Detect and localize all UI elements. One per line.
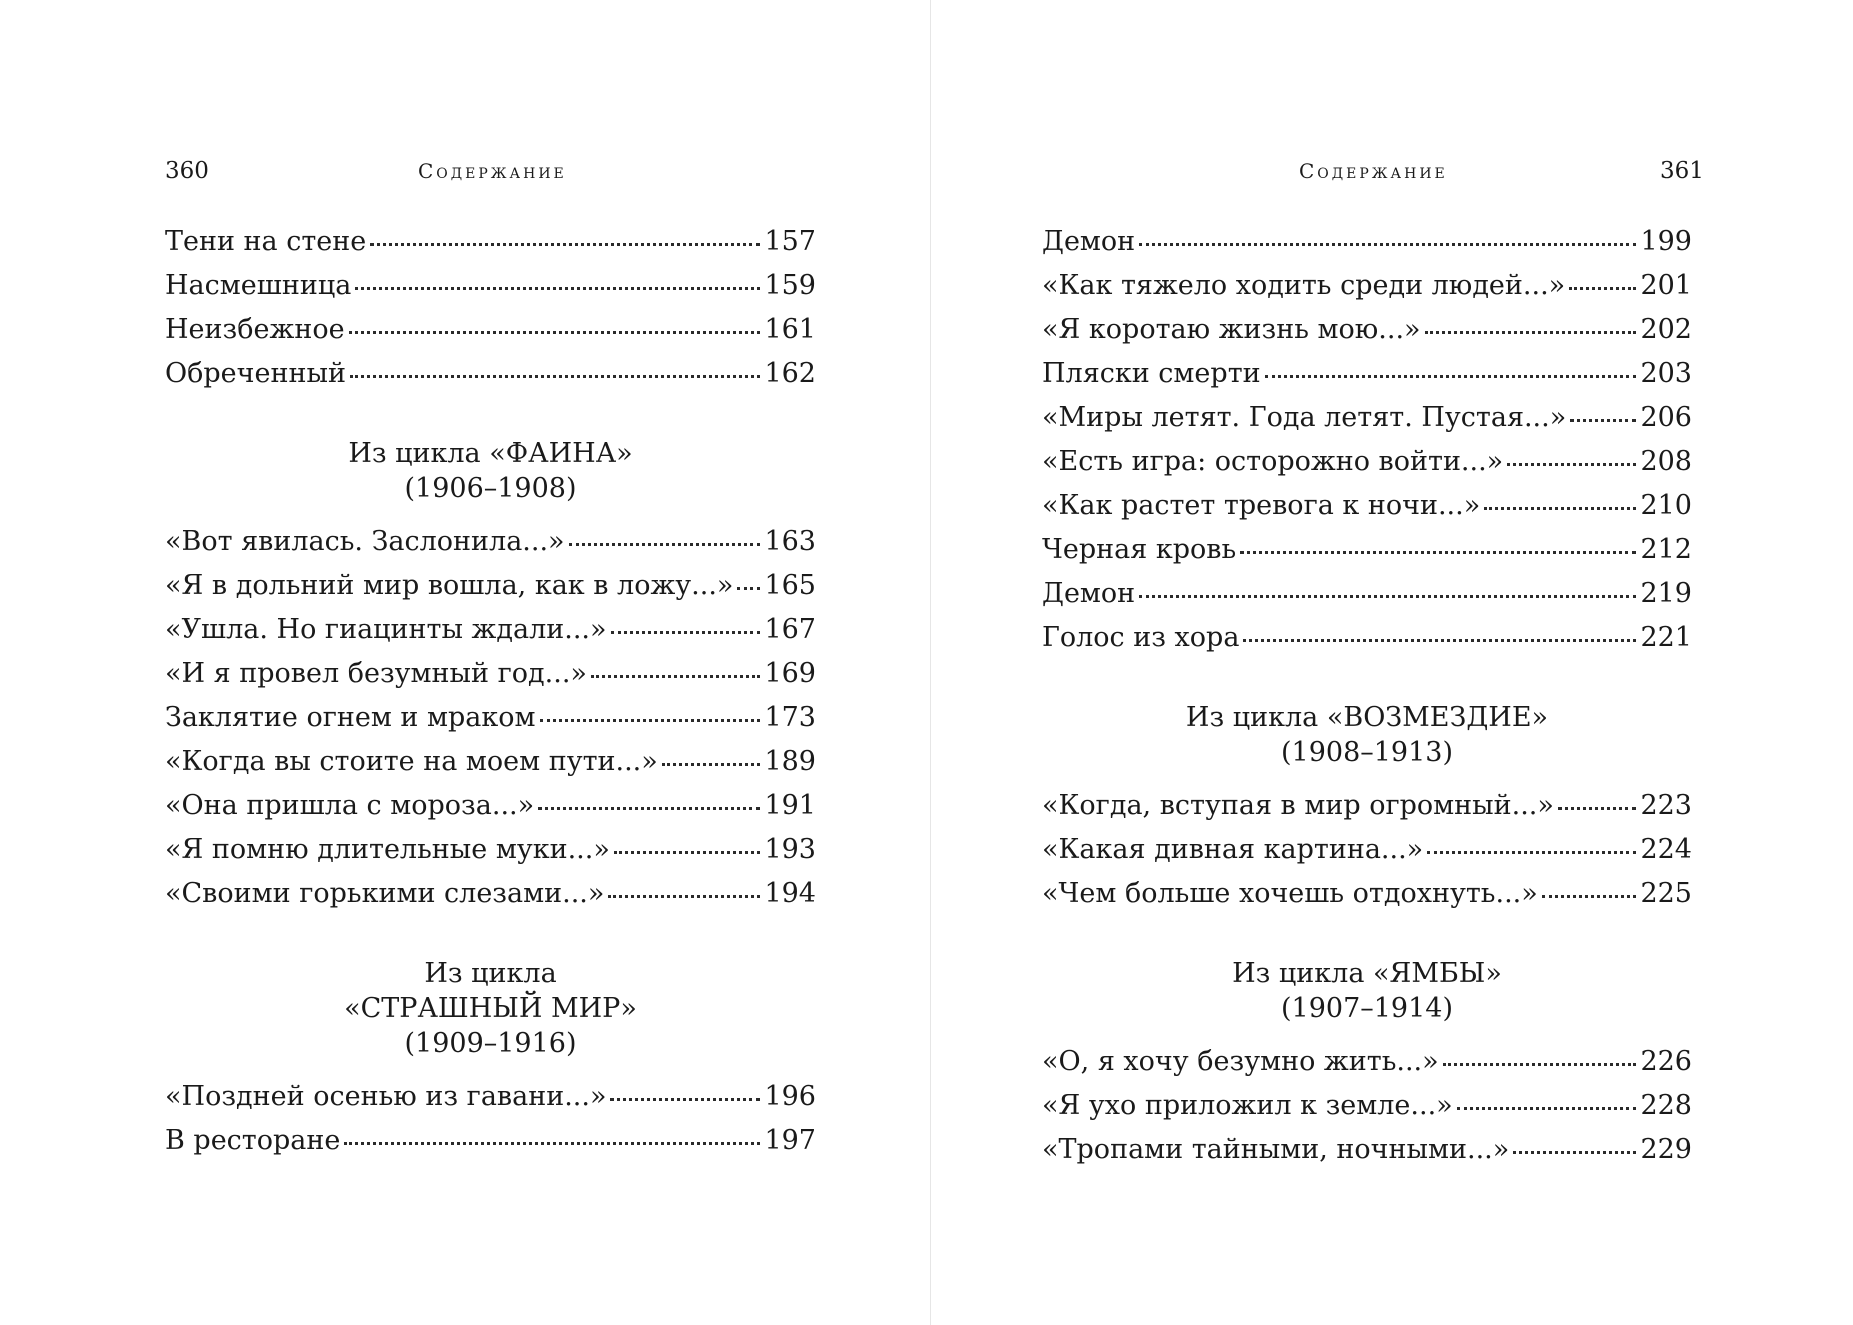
dot-leader bbox=[1139, 243, 1636, 246]
toc-entry-page: 162 bbox=[764, 358, 816, 389]
toc-entry bbox=[1042, 1040, 1692, 1084]
dot-leader bbox=[1558, 807, 1637, 810]
toc-entry-page: 226 bbox=[1640, 1046, 1692, 1077]
toc-entry-title: «Вот явилась. Заслонила...» bbox=[165, 526, 565, 557]
dot-leader bbox=[1570, 419, 1636, 422]
dot-leader bbox=[350, 375, 760, 378]
toc-entry bbox=[1042, 220, 1692, 264]
dot-leader bbox=[611, 631, 761, 634]
dot-leader bbox=[591, 675, 761, 678]
toc-entry-title: «Миры летят. Года летят. Пустая...» bbox=[1042, 402, 1567, 433]
left-running-title: Содержание bbox=[418, 159, 567, 183]
toc-entry-title: «Есть игра: осторожно войти...» bbox=[1042, 446, 1504, 477]
toc-entry bbox=[165, 308, 816, 352]
toc-entry-title: «Я в дольний мир вошла, как в ложу...» bbox=[165, 570, 734, 601]
section-heading-line: Из цикла «ФАИНА» bbox=[348, 438, 633, 469]
section-heading-faina bbox=[165, 436, 816, 506]
section-heading-line: Из цикла «ВОЗМЕЗДИЕ» bbox=[1185, 702, 1549, 733]
dot-leader bbox=[1457, 1107, 1637, 1110]
toc-entry bbox=[165, 740, 816, 784]
toc-entry-title: «Как тяжело ходить среди людей...» bbox=[1042, 270, 1566, 301]
toc-entry-title: «Поздней осенью из гавани...» bbox=[165, 1081, 607, 1112]
dot-leader bbox=[1542, 895, 1637, 898]
left-toc bbox=[165, 220, 816, 1163]
toc-entry-page: 157 bbox=[764, 226, 816, 257]
dot-leader bbox=[1443, 1063, 1637, 1066]
right-running-title: Содержание bbox=[1299, 159, 1448, 183]
toc-entry bbox=[1042, 1128, 1692, 1172]
toc-entry-page: 196 bbox=[764, 1081, 816, 1112]
toc-entry-title: «Ушла. Но гиацинты ждали...» bbox=[165, 614, 607, 645]
toc-entry-page: 173 bbox=[764, 702, 816, 733]
dot-leader bbox=[540, 719, 761, 722]
toc-entry-title: Голос из хора bbox=[1042, 622, 1240, 653]
dot-leader bbox=[1139, 595, 1636, 598]
toc-entry bbox=[165, 1119, 816, 1163]
toc-entry bbox=[1042, 396, 1692, 440]
dot-leader bbox=[1425, 331, 1637, 334]
toc-entry-title: Неизбежное bbox=[165, 314, 345, 345]
dot-leader bbox=[344, 1142, 760, 1145]
toc-entry bbox=[165, 828, 816, 872]
toc-entry-page: 202 bbox=[1640, 314, 1692, 345]
toc-entry-title: «Когда вы стоите на моем пути...» bbox=[165, 746, 658, 777]
toc-entry-page: 189 bbox=[764, 746, 816, 777]
toc-entry-page: 169 bbox=[764, 658, 816, 689]
section-heading-line: (1908–1913) bbox=[1281, 737, 1453, 768]
toc-block bbox=[165, 220, 816, 396]
toc-entry bbox=[165, 1075, 816, 1119]
toc-entry-title: «Чем больше хочешь отдохнуть...» bbox=[1042, 878, 1538, 909]
dot-leader bbox=[608, 895, 760, 898]
section-heading-yamby bbox=[1042, 956, 1692, 1026]
toc-entry bbox=[1042, 872, 1692, 916]
toc-entry bbox=[1042, 1084, 1692, 1128]
section-heading-line: «СТРАШНЫЙ МИР» bbox=[344, 993, 637, 1024]
toc-entry-page: 194 bbox=[764, 878, 816, 909]
dot-leader bbox=[355, 287, 760, 290]
toc-entry bbox=[165, 784, 816, 828]
toc-entry-page: 212 bbox=[1640, 534, 1692, 565]
dot-leader bbox=[370, 243, 760, 246]
toc-entry bbox=[1042, 784, 1692, 828]
toc-entry bbox=[165, 220, 816, 264]
toc-entry bbox=[1042, 528, 1692, 572]
toc-entry bbox=[165, 264, 816, 308]
toc-entry-title: «Тропами тайными, ночными...» bbox=[1042, 1134, 1510, 1165]
right-page-number: 361 bbox=[1660, 158, 1704, 184]
dot-leader bbox=[349, 331, 761, 334]
toc-block bbox=[165, 520, 816, 916]
toc-entry-page: 208 bbox=[1640, 446, 1692, 477]
toc-entry bbox=[165, 696, 816, 740]
left-page-number: 360 bbox=[165, 158, 209, 184]
section-heading-line: (1907–1914) bbox=[1281, 993, 1453, 1024]
toc-entry-page: 206 bbox=[1640, 402, 1692, 433]
toc-entry-page: 159 bbox=[764, 270, 816, 301]
toc-entry bbox=[165, 520, 816, 564]
toc-entry bbox=[165, 564, 816, 608]
toc-entry-page: 191 bbox=[764, 790, 816, 821]
toc-entry bbox=[165, 608, 816, 652]
toc-entry-title: Демон bbox=[1042, 578, 1136, 609]
dot-leader bbox=[538, 807, 760, 810]
toc-entry bbox=[1042, 352, 1692, 396]
dot-leader bbox=[1569, 287, 1636, 290]
dot-leader bbox=[1265, 375, 1637, 378]
dot-leader bbox=[1513, 1151, 1636, 1154]
toc-entry bbox=[1042, 308, 1692, 352]
toc-entry-title: Демон bbox=[1042, 226, 1136, 257]
toc-entry bbox=[1042, 264, 1692, 308]
toc-block bbox=[165, 1075, 816, 1163]
toc-entry-title: Насмешница bbox=[165, 270, 352, 301]
toc-entry bbox=[1042, 828, 1692, 872]
toc-entry bbox=[1042, 440, 1692, 484]
toc-entry-page: 165 bbox=[764, 570, 816, 601]
toc-entry bbox=[1042, 572, 1692, 616]
toc-block bbox=[1042, 1040, 1692, 1172]
toc-entry-title: «И я провел безумный год...» bbox=[165, 658, 587, 689]
toc-entry-page: 201 bbox=[1640, 270, 1692, 301]
left-running-head bbox=[0, 153, 930, 189]
toc-entry-title: «О, я хочу безумно жить...» bbox=[1042, 1046, 1439, 1077]
toc-entry-title: «Какая дивная картина...» bbox=[1042, 834, 1424, 865]
toc-entry bbox=[1042, 616, 1692, 660]
toc-entry-page: 161 bbox=[764, 314, 816, 345]
toc-entry-title: «Как растет тревога к ночи...» bbox=[1042, 490, 1481, 521]
toc-entry-page: 224 bbox=[1640, 834, 1692, 865]
toc-entry-title: «Когда, вступая в мир огромный...» bbox=[1042, 790, 1554, 821]
section-heading-line: (1906–1908) bbox=[404, 473, 577, 504]
toc-entry bbox=[165, 872, 816, 916]
toc-entry-title: Черная кровь bbox=[1042, 534, 1237, 565]
section-heading-line: Из цикла «ЯМБЫ» bbox=[1232, 958, 1502, 989]
dot-leader bbox=[1240, 551, 1636, 554]
toc-entry-page: 163 bbox=[764, 526, 816, 557]
toc-entry-page: 193 bbox=[764, 834, 816, 865]
toc-entry-title: «Своими горькими слезами...» bbox=[165, 878, 605, 909]
toc-entry-title: Заклятие огнем и мраком bbox=[165, 702, 536, 733]
toc-entry-title: «Я ухо приложил к земле...» bbox=[1042, 1090, 1453, 1121]
toc-entry-page: 167 bbox=[764, 614, 816, 645]
dot-leader bbox=[614, 851, 761, 854]
dot-leader bbox=[569, 543, 761, 546]
toc-entry-page: 199 bbox=[1640, 226, 1692, 257]
toc-entry-page: 221 bbox=[1640, 622, 1692, 653]
section-heading-line: (1909–1916) bbox=[404, 1028, 577, 1059]
toc-entry bbox=[165, 652, 816, 696]
toc-entry-title: Пляски смерти bbox=[1042, 358, 1261, 389]
toc-entry-page: 223 bbox=[1640, 790, 1692, 821]
section-heading-line: Из цикла bbox=[424, 958, 557, 989]
toc-entry-page: 229 bbox=[1640, 1134, 1692, 1165]
dot-leader bbox=[1484, 507, 1636, 510]
dot-leader bbox=[1427, 851, 1636, 854]
toc-block bbox=[1042, 784, 1692, 916]
dot-leader bbox=[1243, 639, 1636, 642]
toc-entry-page: 203 bbox=[1640, 358, 1692, 389]
toc-entry bbox=[1042, 484, 1692, 528]
right-toc bbox=[1042, 220, 1692, 1172]
dot-leader bbox=[737, 587, 760, 590]
toc-entry-title: В ресторане bbox=[165, 1125, 341, 1156]
toc-entry-page: 210 bbox=[1640, 490, 1692, 521]
toc-entry-page: 228 bbox=[1640, 1090, 1692, 1121]
toc-entry-title: Тени на стене bbox=[165, 226, 367, 257]
right-page bbox=[931, 0, 1853, 1325]
section-heading-strashny-mir bbox=[165, 956, 816, 1061]
toc-entry-title: Обреченный bbox=[165, 358, 346, 389]
dot-leader bbox=[662, 763, 761, 766]
toc-block bbox=[1042, 220, 1692, 660]
section-heading-vozmezdie bbox=[1042, 700, 1692, 770]
dot-leader bbox=[610, 1098, 760, 1101]
toc-entry-title: «Она пришла с мороза...» bbox=[165, 790, 535, 821]
toc-entry-page: 219 bbox=[1640, 578, 1692, 609]
toc-entry-page: 225 bbox=[1640, 878, 1692, 909]
dot-leader bbox=[1507, 463, 1636, 466]
toc-entry-title: «Я коротаю жизнь мою...» bbox=[1042, 314, 1421, 345]
right-running-head bbox=[931, 153, 1853, 189]
toc-entry bbox=[165, 352, 816, 396]
toc-entry-page: 197 bbox=[764, 1125, 816, 1156]
toc-entry-title: «Я помню длительные муки...» bbox=[165, 834, 610, 865]
